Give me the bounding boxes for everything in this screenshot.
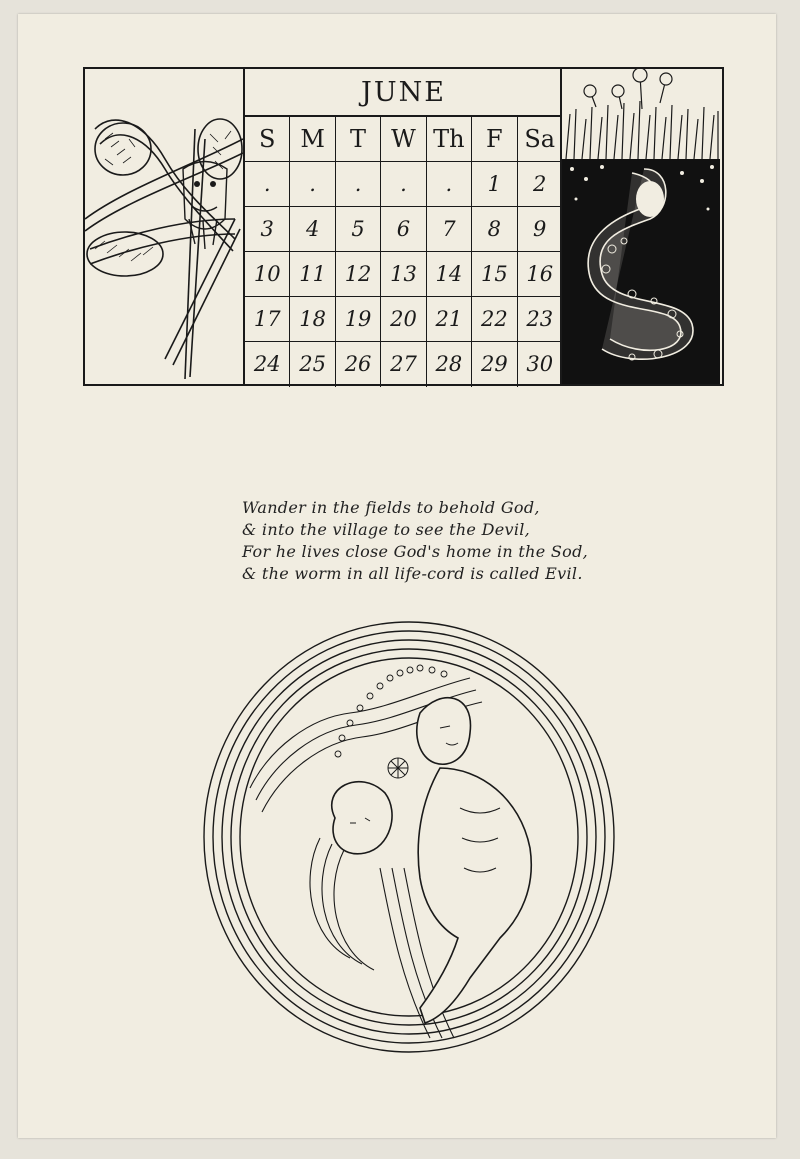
verse-line: For he lives close God's home in the Sod, xyxy=(242,542,589,561)
week-row xyxy=(245,162,562,207)
day-cell: 3 xyxy=(245,207,290,251)
weekday-label: F xyxy=(472,117,517,161)
day-cell: 19 xyxy=(336,297,381,341)
day-cell: 17 xyxy=(245,297,290,341)
week-row xyxy=(245,342,562,387)
day-cell: . xyxy=(290,162,335,206)
verse-line: & into the village to see the Devil, xyxy=(242,520,531,539)
day-cell: . xyxy=(336,162,381,206)
day-cell: 11 xyxy=(290,252,335,296)
weekday-label: W xyxy=(381,117,426,161)
day-cell: 13 xyxy=(381,252,426,296)
day-cell: 28 xyxy=(427,342,472,387)
day-cell: 30 xyxy=(526,352,554,376)
right-illustration xyxy=(560,69,722,384)
day-cell: 16 xyxy=(526,262,554,286)
sleeping-figure-serpent-icon xyxy=(200,618,618,1056)
day-cell: 12 xyxy=(336,252,381,296)
circular-illustration xyxy=(200,618,618,1056)
day-cell: 20 xyxy=(381,297,426,341)
verse-text xyxy=(242,497,662,585)
weekday-label: S xyxy=(245,117,290,161)
day-cell: 15 xyxy=(472,252,517,296)
week-row xyxy=(245,297,562,342)
day-cell: 23 xyxy=(526,307,554,331)
day-cell: 4 xyxy=(290,207,335,251)
day-cell: 29 xyxy=(472,342,517,387)
bearded-face-serpent-icon xyxy=(85,69,243,384)
day-cell: . xyxy=(245,162,290,206)
week-row xyxy=(245,252,562,297)
month-title: JUNE xyxy=(245,69,562,117)
day-cell: 9 xyxy=(533,217,547,241)
weekday-label: T xyxy=(336,117,381,161)
day-cell: 24 xyxy=(245,342,290,387)
june-calendar xyxy=(83,67,724,386)
day-cell: 21 xyxy=(427,297,472,341)
left-illustration xyxy=(85,69,245,384)
day-cell: 7 xyxy=(427,207,472,251)
day-cell: . xyxy=(381,162,426,206)
day-cell: 2 xyxy=(533,172,547,196)
day-cell: . xyxy=(427,162,472,206)
day-cell: 26 xyxy=(336,342,381,387)
weekday-label: Th xyxy=(427,117,472,161)
weekday-label: M xyxy=(290,117,335,161)
coiled-serpent-icon xyxy=(562,69,720,384)
weekday-header-row xyxy=(245,117,562,162)
day-cell: 10 xyxy=(245,252,290,296)
day-cell: 22 xyxy=(472,297,517,341)
day-cell: 18 xyxy=(290,297,335,341)
verse-line: Wander in the fields to behold God, xyxy=(242,498,540,517)
calendar-grid xyxy=(245,69,562,384)
day-cell: 8 xyxy=(472,207,517,251)
day-cell: 6 xyxy=(381,207,426,251)
weekday-label: Sa xyxy=(524,125,556,153)
week-row xyxy=(245,207,562,252)
day-cell: 14 xyxy=(427,252,472,296)
day-cell: 25 xyxy=(290,342,335,387)
day-cell: 27 xyxy=(381,342,426,387)
day-cell: 1 xyxy=(472,162,517,206)
day-cell: 5 xyxy=(336,207,381,251)
verse-line: & the worm in all life-cord is called Evil. xyxy=(242,564,583,583)
